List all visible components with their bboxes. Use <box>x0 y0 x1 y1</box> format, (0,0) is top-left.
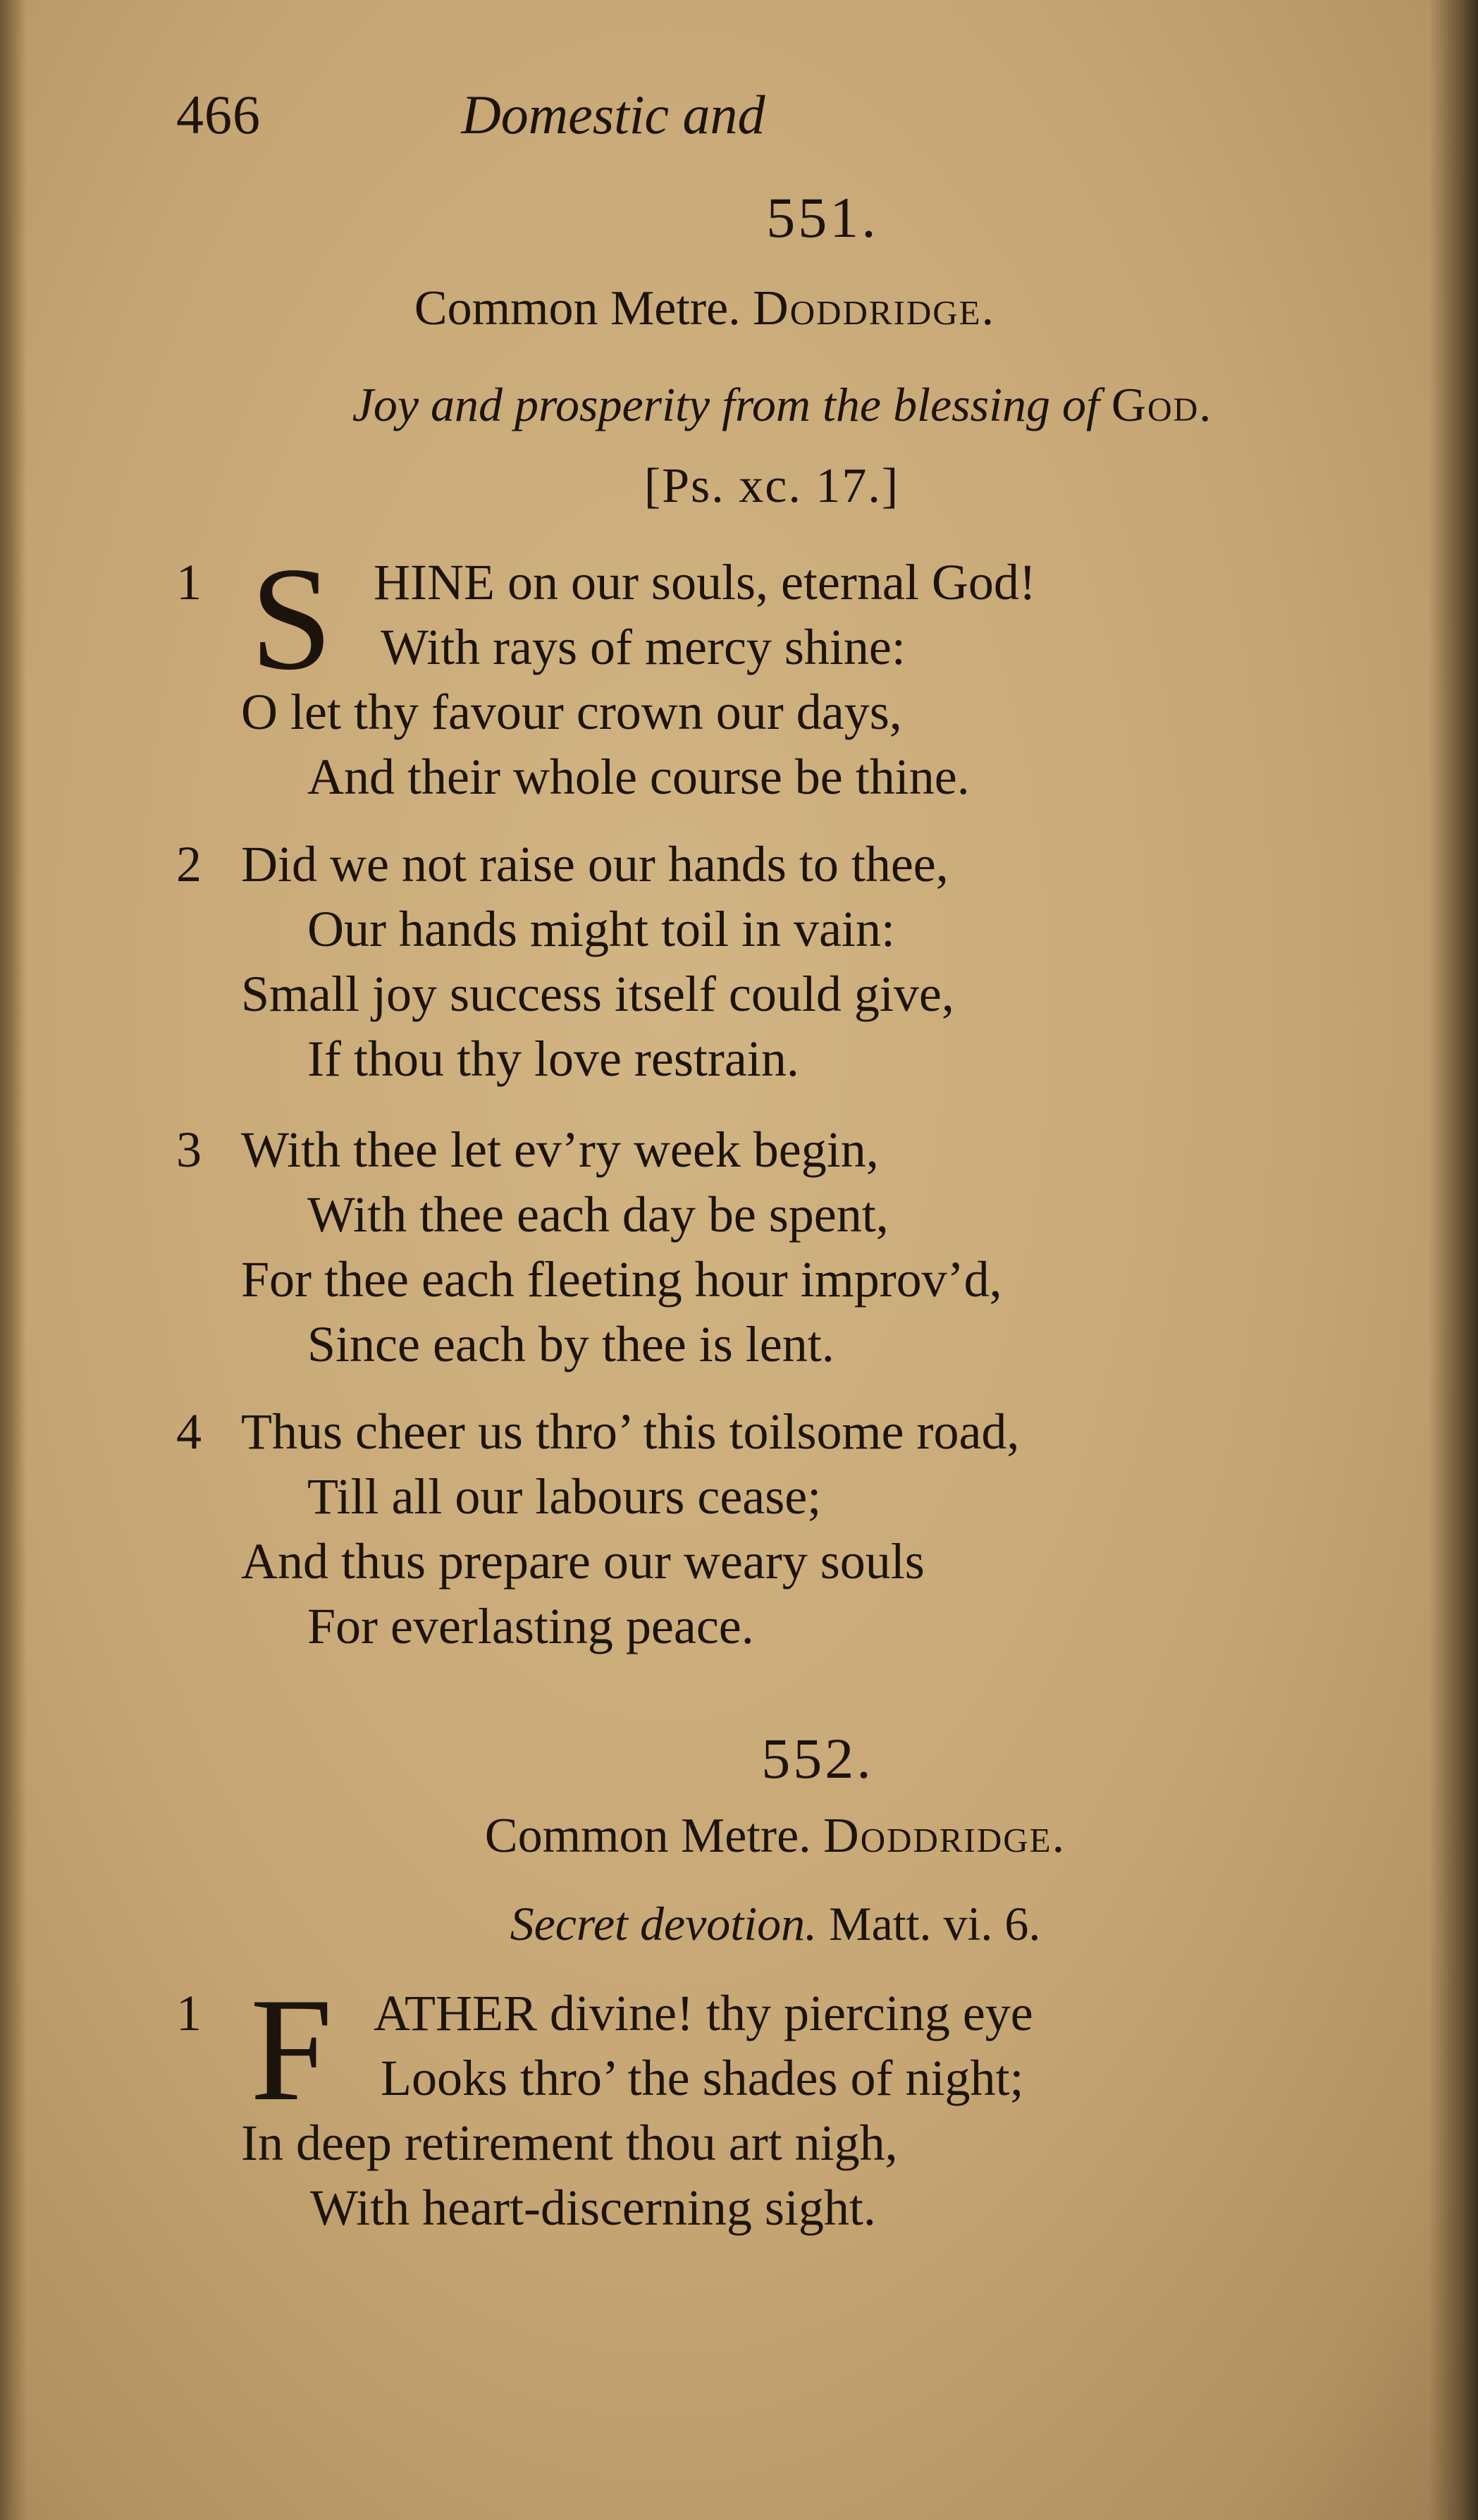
topic-caps: God. <box>1111 378 1213 431</box>
line-text: And their whole course be thine. <box>307 749 970 805</box>
metre: Common Metre. <box>414 281 741 336</box>
hymn-metre-line <box>414 281 995 337</box>
scripture-reference: [Ps. xc. 17.] <box>643 459 900 513</box>
verse-line <box>176 680 1318 744</box>
verse-number: 4 <box>176 1403 202 1460</box>
line-text: With rays of mercy shine: <box>381 619 906 675</box>
verse-line <box>176 744 1318 809</box>
line-text: For everlasting peace. <box>307 1598 754 1654</box>
verse-line <box>176 2046 1318 2110</box>
verse-line <box>176 1026 1318 1091</box>
verse-line <box>176 2175 1318 2240</box>
hymn-number: 552. <box>761 1726 874 1790</box>
line-text: Did we not raise our hands to thee, <box>241 836 949 892</box>
hymn-topic <box>352 377 1213 433</box>
metre: Common Metre. <box>484 1809 811 1863</box>
line-text: O let thy favour crown our days, <box>241 684 902 740</box>
line-text: Our hands might toil in vain: <box>307 901 895 957</box>
hymn-topic <box>510 1896 1041 1952</box>
verse-line <box>176 1182 1318 1247</box>
verse-number: 2 <box>176 836 202 892</box>
verse-line <box>176 615 1318 680</box>
topic-italic: Joy and prosperity from the blessing of <box>352 378 1100 431</box>
line-text: In deep retirement thou art nigh, <box>241 2115 898 2171</box>
line-text: HINE on our souls, eternal God! <box>374 554 1036 610</box>
verse-line <box>176 1247 1318 1312</box>
verse <box>176 1117 1318 1377</box>
topic-italic: Secret devotion. <box>510 1897 818 1950</box>
line-text: For thee each fleeting hour improv’d, <box>241 1251 1002 1308</box>
verse-line <box>176 1312 1318 1377</box>
line-text: Looks thro’ the shades of night; <box>381 2050 1024 2106</box>
verse-number: 1 <box>176 554 202 610</box>
verse-line <box>176 1464 1318 1529</box>
verse <box>176 832 1318 1091</box>
line-text: With thee let ev’ry week begin, <box>241 1121 879 1178</box>
verse <box>176 1968 1318 2240</box>
verse-number: 1 <box>176 1985 202 2041</box>
verse-number: 3 <box>176 1121 202 1178</box>
line-text: ATHER divine! thy piercing eye <box>374 1985 1033 2041</box>
line-text: With thee each day be spent, <box>307 1186 889 1243</box>
line-text: Small joy success itself could give, <box>241 966 954 1022</box>
line-text: Till all our labours cease; <box>307 1468 822 1525</box>
line-text: With heart-discerning sight. <box>310 2180 876 2236</box>
hymn-number: 551. <box>766 185 879 250</box>
author: Doddridge. <box>823 1809 1066 1863</box>
verse-line <box>176 832 1318 897</box>
verse-line <box>176 1529 1318 1594</box>
running-head: Domestic and <box>461 84 765 145</box>
verse-line <box>176 897 1318 961</box>
verse <box>176 537 1318 809</box>
page-number: 466 <box>176 84 261 145</box>
page-gutter-shadow <box>1429 0 1478 2520</box>
drop-cap: S <box>250 537 333 701</box>
author: Doddridge. <box>753 281 996 336</box>
verse-line <box>176 1594 1318 1659</box>
verse-line <box>176 2110 1318 2175</box>
verse <box>176 1399 1318 1659</box>
line-text: And thus prepare our weary souls <box>241 1533 925 1590</box>
verse-line <box>176 961 1318 1026</box>
page-header <box>176 83 1008 154</box>
verse-line <box>176 1399 1318 1464</box>
topic-plain: Matt. vi. 6. <box>829 1897 1041 1950</box>
page-left-edge <box>0 0 27 2520</box>
line-text: Since each by thee is lent. <box>307 1316 835 1372</box>
drop-cap: F <box>250 1968 333 2132</box>
line-text: If thou thy love restrain. <box>307 1031 799 1087</box>
hymn-metre-line <box>485 1808 1066 1864</box>
verse-line <box>176 1117 1318 1182</box>
line-text: Thus cheer us thro’ this toilsome road, <box>241 1403 1020 1460</box>
